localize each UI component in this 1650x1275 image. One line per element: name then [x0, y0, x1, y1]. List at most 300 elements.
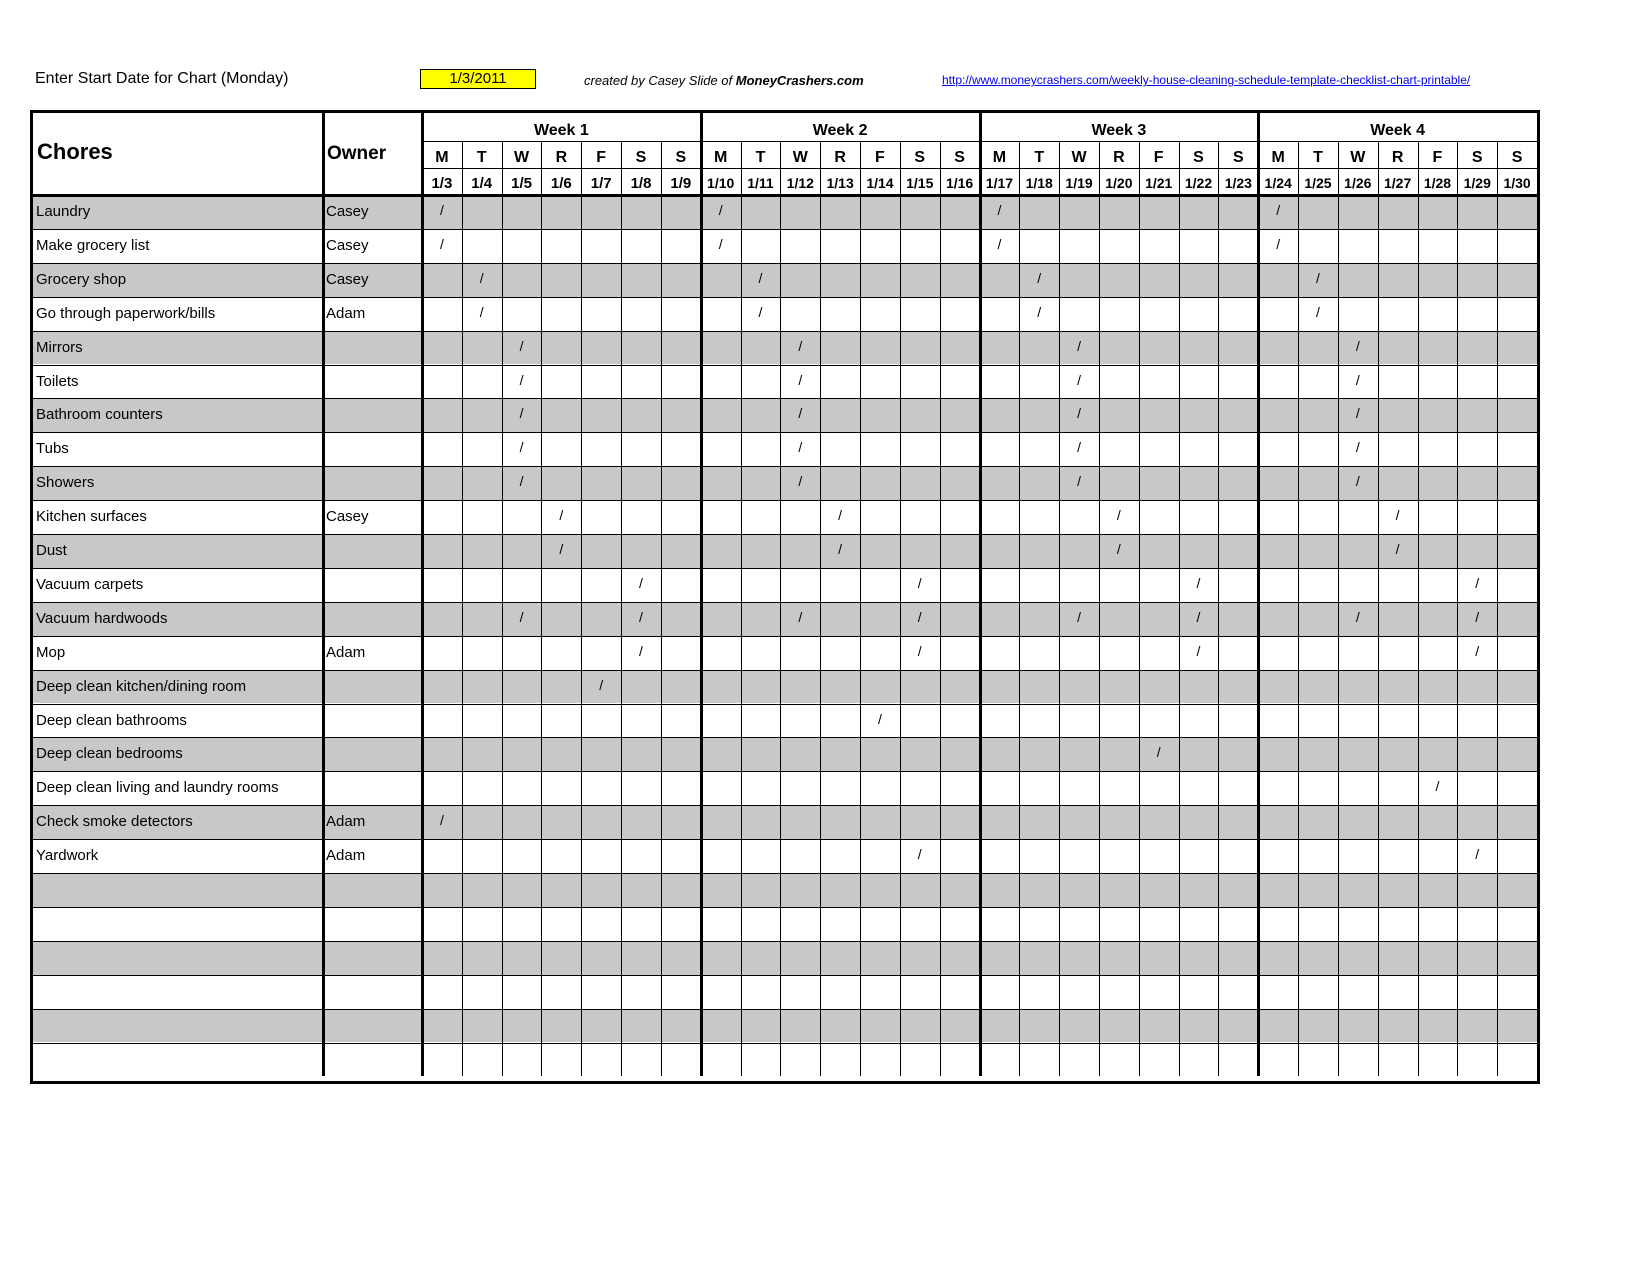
schedule-cell[interactable] [621, 507, 661, 525]
schedule-cell[interactable] [780, 643, 820, 661]
schedule-cell[interactable] [1258, 948, 1298, 966]
schedule-cell[interactable] [1099, 948, 1139, 966]
schedule-cell[interactable] [980, 914, 1020, 932]
schedule-cell[interactable] [701, 677, 741, 695]
schedule-cell[interactable] [1139, 372, 1179, 390]
schedule-cell[interactable] [1298, 439, 1338, 457]
schedule-cell[interactable] [780, 202, 820, 220]
schedule-cell[interactable] [541, 982, 581, 1000]
schedule-cell[interactable] [701, 982, 741, 1000]
schedule-cell[interactable] [581, 1050, 621, 1068]
schedule-cell[interactable] [1457, 677, 1497, 695]
schedule-cell[interactable] [1457, 405, 1497, 423]
schedule-cell[interactable] [1378, 711, 1418, 729]
schedule-cell[interactable] [1258, 270, 1298, 288]
schedule-cell[interactable] [422, 304, 462, 322]
schedule-cell[interactable] [1378, 372, 1418, 390]
schedule-cell[interactable] [780, 541, 820, 559]
schedule-cell[interactable] [980, 677, 1020, 695]
schedule-cell[interactable] [701, 405, 741, 423]
schedule-cell[interactable] [1497, 609, 1537, 627]
schedule-cell[interactable] [661, 304, 701, 322]
schedule-cell[interactable] [1139, 575, 1179, 593]
schedule-cell[interactable] [1258, 405, 1298, 423]
schedule-cell[interactable] [1258, 677, 1298, 695]
schedule-cell[interactable] [661, 405, 701, 423]
schedule-cell[interactable] [1497, 677, 1537, 695]
schedule-cell[interactable] [1099, 609, 1139, 627]
schedule-cell[interactable] [860, 575, 900, 593]
schedule-cell[interactable] [1418, 846, 1458, 864]
schedule-cell[interactable] [1378, 778, 1418, 796]
schedule-cell[interactable] [581, 1016, 621, 1034]
schedule-cell[interactable] [980, 880, 1020, 898]
schedule-cell[interactable] [1418, 880, 1458, 898]
schedule-cell[interactable] [820, 643, 860, 661]
schedule-cell[interactable] [741, 473, 781, 491]
schedule-cell[interactable] [541, 711, 581, 729]
schedule-cell[interactable] [661, 507, 701, 525]
schedule-cell[interactable] [1418, 948, 1458, 966]
schedule-cell[interactable] [701, 609, 741, 627]
schedule-cell[interactable] [1218, 711, 1258, 729]
schedule-cell[interactable] [900, 473, 940, 491]
schedule-cell[interactable] [1019, 541, 1059, 559]
schedule-cell[interactable] [820, 812, 860, 830]
schedule-cell[interactable] [780, 270, 820, 288]
schedule-cell[interactable] [1139, 677, 1179, 695]
schedule-cell[interactable] [1218, 338, 1258, 356]
schedule-cell[interactable] [1179, 1050, 1219, 1068]
schedule-cell[interactable] [741, 609, 781, 627]
schedule-cell[interactable] [1059, 677, 1099, 695]
schedule-cell[interactable] [1218, 405, 1258, 423]
schedule-cell[interactable] [1418, 812, 1458, 830]
schedule-cell[interactable] [1298, 202, 1338, 220]
schedule-cell[interactable] [860, 846, 900, 864]
schedule-cell[interactable] [820, 744, 860, 762]
schedule-cell[interactable] [741, 405, 781, 423]
schedule-cell[interactable] [462, 236, 502, 254]
schedule-cell[interactable] [820, 846, 860, 864]
schedule-cell[interactable] [1019, 473, 1059, 491]
schedule-cell[interactable] [541, 338, 581, 356]
schedule-cell[interactable] [1139, 1016, 1179, 1034]
schedule-cell[interactable] [541, 812, 581, 830]
schedule-cell[interactable] [502, 236, 542, 254]
schedule-cell[interactable] [661, 744, 701, 762]
schedule-cell[interactable] [1019, 439, 1059, 457]
schedule-cell[interactable] [701, 439, 741, 457]
schedule-cell[interactable] [1497, 338, 1537, 356]
schedule-cell[interactable] [502, 575, 542, 593]
schedule-cell[interactable] [1298, 541, 1338, 559]
schedule-cell[interactable]: / [1116, 507, 1121, 524]
schedule-cell[interactable] [1179, 914, 1219, 932]
schedule-cell[interactable] [1019, 236, 1059, 254]
schedule-cell[interactable] [1218, 507, 1258, 525]
schedule-cell[interactable]: / [917, 846, 922, 863]
schedule-cell[interactable] [1338, 1016, 1378, 1034]
schedule-cell[interactable] [1019, 1050, 1059, 1068]
schedule-cell[interactable] [661, 473, 701, 491]
schedule-cell[interactable] [581, 236, 621, 254]
schedule-cell[interactable] [940, 778, 980, 796]
schedule-cell[interactable] [1059, 507, 1099, 525]
schedule-cell[interactable] [741, 744, 781, 762]
schedule-cell[interactable] [1258, 338, 1298, 356]
schedule-cell[interactable]: / [1395, 507, 1400, 524]
schedule-cell[interactable] [820, 575, 860, 593]
schedule-cell[interactable] [1179, 270, 1219, 288]
schedule-cell[interactable] [1099, 405, 1139, 423]
schedule-cell[interactable] [581, 202, 621, 220]
schedule-cell[interactable] [462, 778, 502, 796]
schedule-cell[interactable] [1019, 643, 1059, 661]
schedule-cell[interactable] [860, 338, 900, 356]
schedule-cell[interactable] [860, 609, 900, 627]
schedule-cell[interactable] [1179, 982, 1219, 1000]
schedule-cell[interactable] [1019, 575, 1059, 593]
schedule-cell[interactable] [1497, 202, 1537, 220]
schedule-cell[interactable] [1019, 982, 1059, 1000]
schedule-cell[interactable] [1338, 778, 1378, 796]
schedule-cell[interactable] [1258, 880, 1298, 898]
schedule-cell[interactable] [621, 372, 661, 390]
schedule-cell[interactable] [661, 880, 701, 898]
schedule-cell[interactable] [900, 1050, 940, 1068]
schedule-cell[interactable] [1179, 439, 1219, 457]
schedule-cell[interactable] [940, 812, 980, 830]
schedule-cell[interactable] [1139, 236, 1179, 254]
schedule-cell[interactable] [541, 372, 581, 390]
schedule-cell[interactable] [780, 812, 820, 830]
schedule-cell[interactable] [1059, 744, 1099, 762]
schedule-cell[interactable] [1457, 880, 1497, 898]
schedule-cell[interactable]: / [559, 541, 564, 557]
schedule-cell[interactable] [1378, 338, 1418, 356]
schedule-cell[interactable] [661, 439, 701, 457]
schedule-cell[interactable] [621, 812, 661, 830]
schedule-cell[interactable] [462, 812, 502, 830]
schedule-cell[interactable] [462, 541, 502, 559]
schedule-cell[interactable] [581, 304, 621, 322]
schedule-cell[interactable] [422, 643, 462, 661]
schedule-cell[interactable] [741, 812, 781, 830]
schedule-cell[interactable] [621, 541, 661, 559]
schedule-cell[interactable] [1139, 202, 1179, 220]
schedule-cell[interactable] [502, 1050, 542, 1068]
schedule-cell[interactable] [422, 880, 462, 898]
schedule-cell[interactable] [621, 439, 661, 457]
schedule-cell[interactable] [940, 575, 980, 593]
schedule-cell[interactable] [661, 711, 701, 729]
schedule-cell[interactable]: / [1355, 405, 1360, 422]
schedule-cell[interactable]: / [917, 642, 922, 659]
schedule-cell[interactable] [1218, 643, 1258, 661]
schedule-cell[interactable] [661, 982, 701, 1000]
schedule-cell[interactable] [1019, 880, 1059, 898]
schedule-cell[interactable]: / [1316, 269, 1320, 286]
schedule-cell[interactable] [1298, 507, 1338, 525]
schedule-cell[interactable] [1218, 1050, 1258, 1068]
schedule-cell[interactable] [741, 541, 781, 559]
schedule-cell[interactable] [1099, 338, 1139, 356]
schedule-cell[interactable] [1378, 1050, 1418, 1068]
schedule-cell[interactable] [940, 541, 980, 559]
schedule-cell[interactable] [621, 236, 661, 254]
schedule-cell[interactable] [820, 948, 860, 966]
schedule-cell[interactable] [780, 948, 820, 966]
schedule-cell[interactable]: / [1276, 202, 1281, 218]
schedule-cell[interactable] [741, 982, 781, 1000]
schedule-cell[interactable] [1099, 677, 1139, 695]
schedule-cell[interactable] [1378, 812, 1418, 830]
schedule-cell[interactable]: / [838, 541, 843, 557]
schedule-cell[interactable] [980, 982, 1020, 1000]
schedule-cell[interactable] [1418, 609, 1458, 627]
schedule-cell[interactable] [980, 1016, 1020, 1034]
schedule-cell[interactable] [940, 1050, 980, 1068]
schedule-cell[interactable] [1378, 609, 1418, 627]
schedule-cell[interactable] [1019, 1016, 1059, 1034]
schedule-cell[interactable] [1139, 1050, 1179, 1068]
schedule-cell[interactable] [1378, 202, 1418, 220]
schedule-cell[interactable] [940, 1016, 980, 1034]
schedule-cell[interactable] [1218, 677, 1258, 695]
schedule-cell[interactable] [1338, 846, 1378, 864]
schedule-cell[interactable] [422, 507, 462, 525]
schedule-cell[interactable] [422, 541, 462, 559]
schedule-cell[interactable] [1497, 304, 1537, 322]
schedule-cell[interactable] [1059, 846, 1099, 864]
schedule-cell[interactable] [1497, 473, 1537, 491]
schedule-cell[interactable]: / [1475, 608, 1480, 625]
schedule-cell[interactable] [661, 846, 701, 864]
schedule-cell[interactable] [581, 846, 621, 864]
schedule-cell[interactable] [502, 744, 542, 762]
schedule-cell[interactable] [1497, 405, 1537, 423]
schedule-cell[interactable] [1298, 948, 1338, 966]
schedule-cell[interactable] [701, 880, 741, 898]
schedule-cell[interactable] [1457, 744, 1497, 762]
schedule-cell[interactable] [1179, 372, 1219, 390]
schedule-cell[interactable] [1418, 711, 1458, 729]
schedule-cell[interactable] [701, 711, 741, 729]
schedule-cell[interactable] [1338, 643, 1378, 661]
schedule-cell[interactable] [621, 473, 661, 491]
schedule-cell[interactable] [820, 338, 860, 356]
schedule-cell[interactable] [1418, 405, 1458, 423]
schedule-cell[interactable] [860, 473, 900, 491]
schedule-cell[interactable] [1099, 575, 1139, 593]
schedule-cell[interactable] [1059, 575, 1099, 593]
schedule-cell[interactable]: / [1316, 303, 1320, 320]
schedule-cell[interactable] [1179, 338, 1219, 356]
schedule-cell[interactable] [1139, 473, 1179, 491]
schedule-cell[interactable] [1298, 338, 1338, 356]
schedule-cell[interactable]: / [439, 235, 444, 252]
schedule-cell[interactable] [422, 473, 462, 491]
schedule-cell[interactable] [581, 405, 621, 423]
schedule-cell[interactable] [780, 846, 820, 864]
schedule-cell[interactable] [1497, 846, 1537, 864]
schedule-cell[interactable] [1099, 744, 1139, 762]
schedule-cell[interactable] [422, 778, 462, 796]
schedule-cell[interactable] [502, 914, 542, 932]
schedule-cell[interactable] [1378, 304, 1418, 322]
schedule-cell[interactable]: / [718, 235, 723, 252]
schedule-cell[interactable] [860, 405, 900, 423]
schedule-cell[interactable] [1298, 609, 1338, 627]
schedule-cell[interactable] [1099, 643, 1139, 661]
schedule-cell[interactable] [621, 914, 661, 932]
schedule-cell[interactable] [1378, 439, 1418, 457]
schedule-cell[interactable] [1258, 812, 1298, 830]
schedule-cell[interactable] [1139, 439, 1179, 457]
schedule-cell[interactable]: / [798, 439, 803, 456]
schedule-cell[interactable] [741, 880, 781, 898]
schedule-cell[interactable]: / [758, 303, 763, 320]
schedule-cell[interactable] [1418, 744, 1458, 762]
schedule-cell[interactable] [541, 1050, 581, 1068]
schedule-cell[interactable] [1497, 812, 1537, 830]
schedule-cell[interactable] [900, 236, 940, 254]
schedule-cell[interactable]: / [519, 371, 524, 388]
schedule-cell[interactable]: / [798, 371, 803, 388]
schedule-cell[interactable] [1497, 711, 1537, 729]
schedule-cell[interactable] [820, 982, 860, 1000]
schedule-cell[interactable] [1418, 1016, 1458, 1034]
schedule-cell[interactable] [1139, 541, 1179, 559]
schedule-cell[interactable] [1457, 948, 1497, 966]
schedule-cell[interactable] [1019, 507, 1059, 525]
schedule-cell[interactable] [462, 1016, 502, 1034]
schedule-cell[interactable] [1298, 744, 1338, 762]
schedule-cell[interactable] [462, 338, 502, 356]
schedule-cell[interactable] [780, 982, 820, 1000]
schedule-cell[interactable]: / [1077, 473, 1081, 490]
schedule-cell[interactable] [1139, 711, 1179, 729]
schedule-cell[interactable] [1139, 507, 1179, 525]
schedule-cell[interactable] [701, 575, 741, 593]
schedule-cell[interactable] [1298, 914, 1338, 932]
schedule-cell[interactable] [1258, 304, 1298, 322]
schedule-cell[interactable] [820, 270, 860, 288]
schedule-cell[interactable] [1298, 236, 1338, 254]
schedule-cell[interactable] [1298, 643, 1338, 661]
schedule-cell[interactable] [581, 982, 621, 1000]
schedule-cell[interactable] [661, 677, 701, 695]
schedule-cell[interactable] [780, 507, 820, 525]
schedule-cell[interactable] [1298, 846, 1338, 864]
schedule-cell[interactable] [940, 507, 980, 525]
schedule-cell[interactable] [1258, 609, 1298, 627]
schedule-cell[interactable] [462, 372, 502, 390]
schedule-cell[interactable] [661, 778, 701, 796]
schedule-cell[interactable] [621, 304, 661, 322]
schedule-cell[interactable] [422, 1050, 462, 1068]
schedule-cell[interactable] [1497, 575, 1537, 593]
schedule-cell[interactable] [860, 914, 900, 932]
schedule-cell[interactable]: / [1355, 439, 1360, 456]
schedule-cell[interactable] [1258, 575, 1298, 593]
schedule-cell[interactable] [860, 1016, 900, 1034]
schedule-cell[interactable] [741, 1016, 781, 1034]
schedule-cell[interactable] [1099, 202, 1139, 220]
schedule-cell[interactable]: / [519, 608, 524, 625]
schedule-cell[interactable] [1298, 711, 1338, 729]
schedule-cell[interactable]: / [1475, 642, 1480, 659]
schedule-cell[interactable] [621, 948, 661, 966]
schedule-cell[interactable] [541, 575, 581, 593]
schedule-cell[interactable]: / [1196, 642, 1201, 659]
schedule-cell[interactable] [980, 812, 1020, 830]
schedule-cell[interactable] [1457, 982, 1497, 1000]
schedule-cell[interactable] [940, 270, 980, 288]
schedule-cell[interactable] [940, 914, 980, 932]
schedule-cell[interactable]: / [1196, 608, 1201, 625]
schedule-cell[interactable] [1139, 609, 1179, 627]
schedule-cell[interactable] [1019, 677, 1059, 695]
schedule-cell[interactable] [900, 507, 940, 525]
schedule-cell[interactable] [940, 202, 980, 220]
schedule-cell[interactable]: / [559, 507, 564, 524]
schedule-cell[interactable] [1418, 304, 1458, 322]
schedule-cell[interactable] [940, 372, 980, 390]
schedule-cell[interactable] [1179, 541, 1219, 559]
schedule-cell[interactable] [661, 948, 701, 966]
schedule-cell[interactable] [1218, 439, 1258, 457]
schedule-cell[interactable] [701, 812, 741, 830]
schedule-cell[interactable] [621, 338, 661, 356]
schedule-cell[interactable] [1059, 982, 1099, 1000]
schedule-cell[interactable]: / [439, 202, 444, 218]
schedule-cell[interactable] [1099, 1050, 1139, 1068]
schedule-cell[interactable] [462, 914, 502, 932]
schedule-cell[interactable] [980, 948, 1020, 966]
schedule-cell[interactable] [541, 609, 581, 627]
schedule-cell[interactable] [860, 880, 900, 898]
schedule-cell[interactable] [860, 812, 900, 830]
schedule-cell[interactable] [1258, 914, 1298, 932]
schedule-cell[interactable] [1497, 880, 1537, 898]
schedule-cell[interactable] [1019, 609, 1059, 627]
schedule-cell[interactable] [940, 846, 980, 864]
schedule-cell[interactable] [1179, 405, 1219, 423]
schedule-cell[interactable] [860, 372, 900, 390]
schedule-cell[interactable] [900, 677, 940, 695]
schedule-cell[interactable] [661, 643, 701, 661]
schedule-cell[interactable] [1497, 372, 1537, 390]
schedule-cell[interactable] [900, 304, 940, 322]
schedule-cell[interactable] [1298, 812, 1338, 830]
schedule-cell[interactable] [1059, 643, 1099, 661]
schedule-cell[interactable] [1019, 711, 1059, 729]
schedule-cell[interactable]: / [519, 439, 524, 456]
schedule-cell[interactable] [422, 405, 462, 423]
schedule-cell[interactable] [1059, 778, 1099, 796]
schedule-cell[interactable] [1338, 541, 1378, 559]
schedule-cell[interactable] [1179, 812, 1219, 830]
schedule-cell[interactable] [741, 338, 781, 356]
schedule-cell[interactable] [820, 473, 860, 491]
schedule-cell[interactable] [1378, 236, 1418, 254]
schedule-cell[interactable] [621, 1016, 661, 1034]
schedule-cell[interactable] [1298, 677, 1338, 695]
schedule-cell[interactable] [462, 711, 502, 729]
schedule-cell[interactable] [860, 778, 900, 796]
